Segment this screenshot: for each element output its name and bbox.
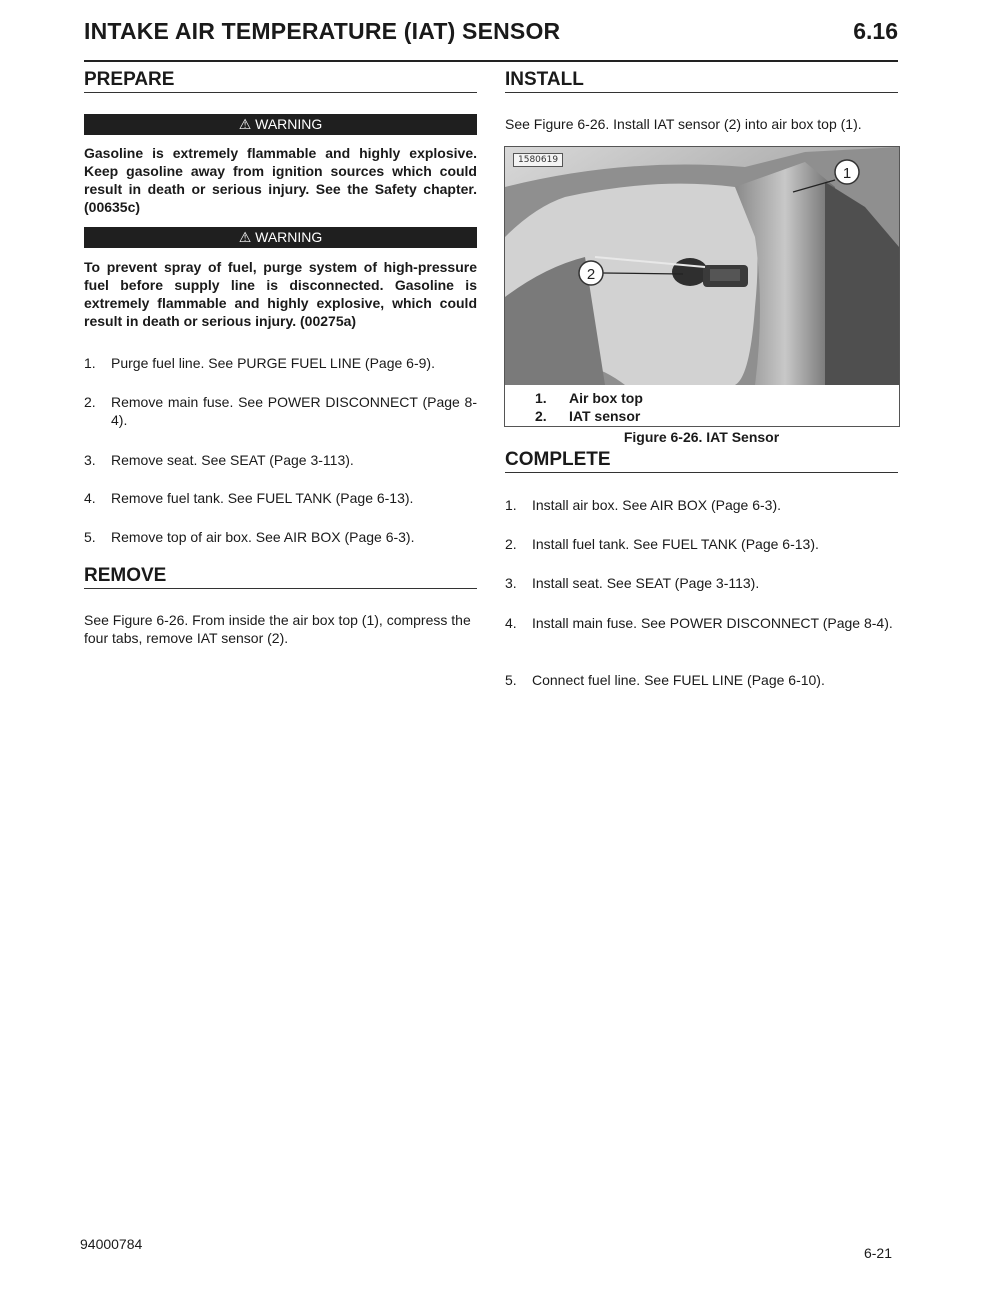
complete-heading: COMPLETE — [505, 449, 898, 473]
remove-text: See Figure 6-26. From inside the air box top (1), compress the four tabs, remove IAT sensor (2). — [84, 612, 471, 646]
legend-label: IAT sensor — [569, 408, 641, 424]
warning-banner: ⚠ WARNING — [84, 227, 477, 248]
step-text: Install fuel tank. See FUEL TANK (Page 6-13). — [532, 536, 819, 552]
list-item — [84, 489, 477, 507]
photo-illustration — [505, 147, 899, 385]
list-item — [84, 451, 477, 469]
document-number: 94000784 — [80, 1236, 143, 1252]
callout-2: 2 — [586, 266, 596, 283]
iat-sensor-photo — [505, 147, 899, 385]
legend-label: Air box top — [569, 390, 643, 406]
list-item — [505, 535, 898, 553]
step-number: 2. — [84, 394, 96, 410]
callout-1: 1 — [842, 165, 852, 182]
title-divider — [84, 60, 898, 62]
step-number: 5. — [84, 529, 96, 545]
figure-caption: Figure 6-26. IAT Sensor — [623, 429, 780, 445]
remove-heading: REMOVE — [84, 565, 477, 589]
list-item — [505, 614, 898, 632]
figure-legend — [535, 389, 643, 425]
step-number: 5. — [505, 672, 517, 688]
step-number: 1. — [84, 355, 96, 371]
step-text: Purge fuel line. See PURGE FUEL LINE (Page 6-9). — [111, 355, 435, 371]
legend-item — [535, 389, 643, 407]
step-number: 3. — [84, 452, 96, 468]
legend-number: 1. — [535, 390, 547, 406]
step-text: Install seat. See SEAT (Page 3-113). — [532, 575, 760, 591]
install-heading: INSTALL — [505, 69, 898, 93]
step-number: 2. — [505, 536, 517, 552]
figure-box — [504, 146, 900, 427]
list-item — [84, 528, 477, 546]
list-item — [505, 496, 898, 514]
list-item — [505, 574, 898, 592]
step-text: Remove fuel tank. See FUEL TANK (Page 6-13). — [111, 490, 414, 506]
install-text: See Figure 6-26. Install IAT sensor (2) into air box top (1). — [505, 116, 862, 132]
list-item — [505, 671, 898, 689]
prepare-heading: PREPARE — [84, 69, 477, 93]
step-number: 3. — [505, 575, 517, 591]
warning-text: Gasoline is extremely flammable and highly explosive. Keep gasoline away from ignition sources which could result in death or serious injury. See the Safety chapter. (00635c) — [84, 145, 477, 215]
page-number: 6-21 — [863, 1245, 892, 1261]
list-item — [84, 393, 477, 429]
step-number: 4. — [84, 490, 96, 506]
step-text: Remove seat. See SEAT (Page 3-113). — [111, 452, 354, 468]
step-text: Connect fuel line. See FUEL LINE (Page 6-10). — [532, 672, 825, 688]
warning-banner: ⚠ WARNING — [84, 114, 477, 135]
legend-number: 2. — [535, 408, 547, 424]
page-title: INTAKE AIR TEMPERATURE (IAT) SENSOR — [84, 18, 561, 44]
section-number: 6.16 — [853, 18, 898, 44]
legend-item — [535, 407, 643, 425]
step-text: Remove main fuse. See POWER DISCONNECT (Page 8-4). — [111, 394, 477, 428]
step-text: Remove top of air box. See AIR BOX (Page 6-3). — [111, 529, 415, 545]
step-number: 4. — [505, 615, 517, 631]
list-item — [84, 354, 477, 372]
step-text: Install main fuse. See POWER DISCONNECT (Page 8-4). — [532, 615, 893, 631]
warning-text: To prevent spray of fuel, purge system of high-pressure fuel before supply line is disconnected. Gasoline is extremely flammable and highly explosive, which could result in death or serious injury. (00275a) — [84, 259, 477, 329]
step-number: 1. — [505, 497, 517, 513]
photo-id-label: 1580619 — [513, 153, 563, 167]
step-text: Install air box. See AIR BOX (Page 6-3). — [532, 497, 782, 513]
